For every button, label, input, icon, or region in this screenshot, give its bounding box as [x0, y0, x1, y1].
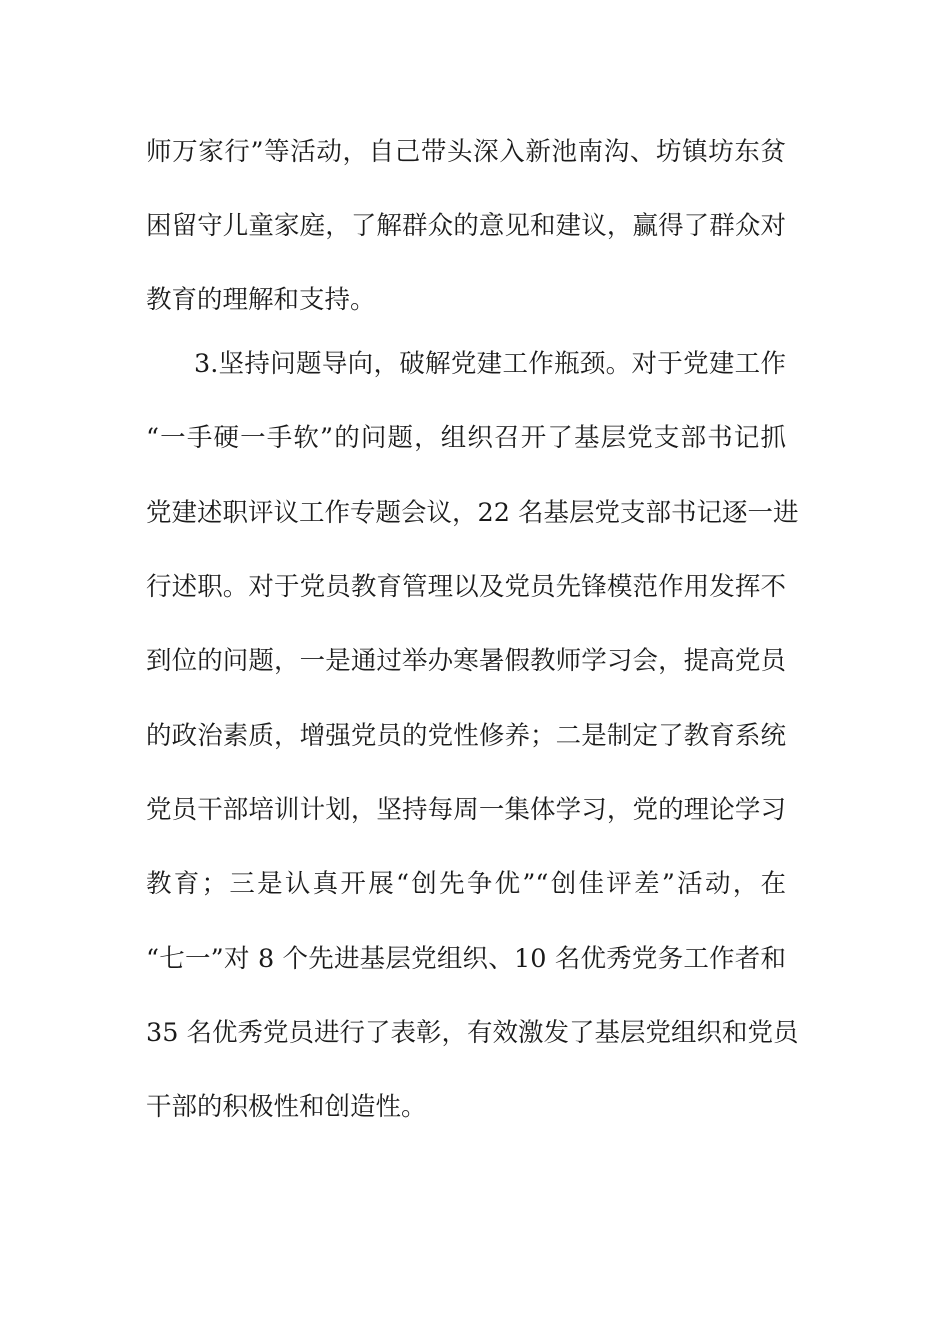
text-line: 干部的积极性和创造性。 — [146, 1092, 427, 1122]
text-line: 教育；三是认真开展“创先争优”“创佳评差”活动，在 — [146, 869, 786, 899]
text-line: 党建述职评议工作专题会议，22 名基层党支部书记逐一进 — [146, 498, 799, 528]
text-line: 35 名优秀党员进行了表彰，有效激发了基层党组织和党员 — [146, 1018, 799, 1048]
text-line: 党员干部培训计划，坚持每周一集体学习，党的理论学习 — [146, 795, 786, 825]
text-line: 行述职。对于党员教育管理以及党员先锋模范作用发挥不 — [146, 572, 786, 602]
text-line: 到位的问题，一是通过举办寒暑假教师学习会，提高党员 — [146, 646, 786, 676]
paragraph-heading-line: 3.坚持问题导向，破解党建工作瓶颈。对于党建工作 — [194, 349, 786, 379]
text-line: 困留守儿童家庭，了解群众的意见和建议，赢得了群众对 — [146, 211, 786, 241]
text-line: 教育的理解和支持。 — [146, 285, 376, 315]
text-line: “一手硬一手软”的问题，组织召开了基层党支部书记抓 — [146, 423, 786, 453]
text-line: 的政治素质，增强党员的党性修养；二是制定了教育系统 — [146, 721, 786, 751]
text-line: 师万家行”等活动，自己带头深入新池南沟、坊镇坊东贫 — [146, 137, 786, 167]
text-line: “七一”对 8 个先进基层党组织、10 名优秀党务工作者和 — [146, 944, 786, 974]
